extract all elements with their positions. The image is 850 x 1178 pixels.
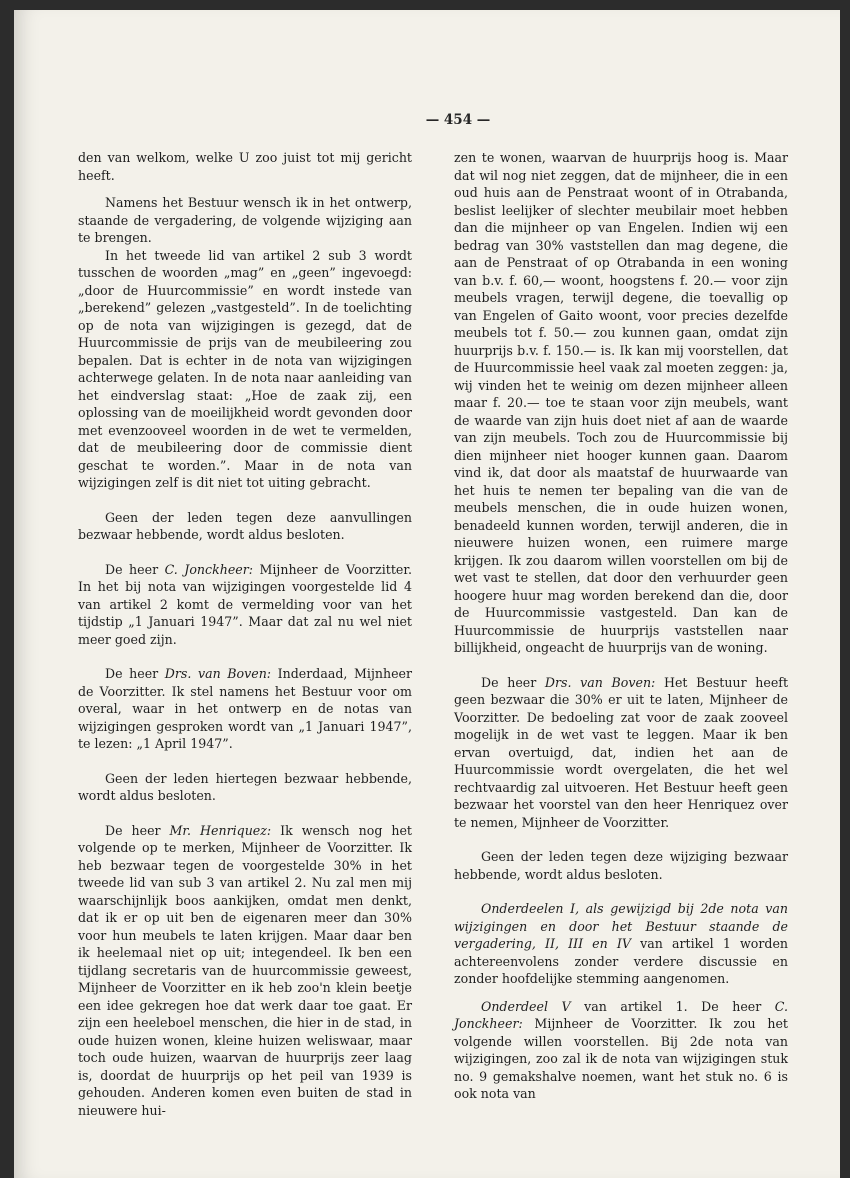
speaker-name: C. Jonckheer: [164, 561, 253, 577]
paragraph-text: Inderdaad, Mijnheer de Voorzitter. Ik stel namens het Bestuur voor om overal, waar in het ontwerp en de notas van wijzigingen gesproken wordt van „1 Januari 1947”, te lezen: „1 April 1947”. [78, 666, 412, 751]
paragraph-text: Ik wensch nog het volgende op te merken, Mijnheer de Voorzitter. Ik heb bezwaar tegen de voorgestelde 30% in het tweede lid van sub 3 van artikel 2. Nu zal men mij waarschijnlijk boos aankijken, omdat men denkt, dat ik er op uit ben de eigenaren meer dan 30% voor hun meubels te laten krijgen. Maar daar ben ik heelemaal niet op uit; integendeel. Ik ben een tijdlang secretaris van de huurcommissie geweest, Mijnheer de Voorzitter en ik heb zoo'n klein beetje een idee gekregen hoe dat werk daar toe gaat. Er zijn een heeleboel menschen, die hier in de stad, in oude huizen wonen, kleine huizen weliswaar, maar toch oude huizen, waarvan de huurprijs zeer laag is, doordat de huurprijs op het peil van 1939 is gehouden. Anderen komen even buiten de stad in nieuwere hui- [78, 822, 412, 1118]
speaker-name: Drs. van Boven: [164, 666, 272, 681]
page-number: — 454 — [425, 112, 491, 128]
paragraph: Geen der leden tegen deze aanvullingen bezwaar hebbende, wordt aldus besloten. [78, 509, 412, 542]
section-reference: Onderdeel V [481, 998, 571, 1014]
right-column [454, 149, 788, 1103]
paragraph-text: Het Bestuur heeft geen bezwaar die 30% er uit te laten, Mijnheer de Voorzitter. De bedoeling zat voor de zaak zooveel mogelijk in de wet vast te leggen. Maar ik ben ervan overtuigd, dat, indien het aan de Huurcommissie wordt overgelaten, die het wel rechtvaardig zal uitvoeren. Het Bestuur heeft geen bezwaar het voorstel van den heer Henriquez over te nemen, Mijnheer de Voorzitter. [454, 674, 788, 830]
paragraph-prefix: De heer [105, 822, 170, 838]
paragraph-text: Mijnheer de Voorzitter. Ik zou het volgende willen voorstellen. Bij 2de nota van wijzigingen, zoo zal ik de nota van wijzigingen stuk no. 9 gemakshalve noemen, want het stuk no. 6 is ook nota van [454, 1016, 788, 1101]
paragraph [454, 900, 788, 988]
paragraph: In het tweede lid van artikel 2 sub 3 wordt tusschen de woorden „mag” en „geen” ingevoegd: „door de Huurcommissie” en wordt instede van „berekend” gelezen „vastgesteld”. In de toelichting op de nota van wijzigingen is gezegd, dat de Huurcommissie de prijs van de meubileering zou bepalen. Dat is echter in de nota van wijzigingen achterwege gelaten. In de nota naar aanleiding van het eindverslag staat: „Hoe de zaak zij, een oplossing van de moeilijkheid wordt gevonden door met evenzooveel woorden in de wet te vermelden, dat de meubileering door de commissie dient geschat te worden.”. Maar in de nota van wijzigingen zelf is dit niet tot uiting gebracht. [78, 247, 412, 490]
document-page [14, 10, 840, 1178]
paragraph [78, 665, 412, 753]
left-column [78, 149, 412, 1119]
paragraph: den van welkom, welke U zoo juist tot mij gericht heeft. [78, 150, 412, 183]
paragraph [454, 998, 788, 1103]
paragraph: Geen der leden tegen deze wijziging bezwaar hebbende, wordt aldus besloten. [454, 849, 788, 882]
paragraph [78, 822, 412, 1120]
paragraph-text: Mijnheer de Voorzitter. In het bij nota van wijzigingen voorgestelde lid 4 van artikel 2 komt de vermelding voor van het tijdstip „1 Januari 1947”. Maar dat zal nu wel niet meer goed zijn. [78, 561, 412, 647]
speaker-name: Mr. Henriquez: [169, 822, 272, 838]
paragraph-text: van artikel 1 worden achtereenvolens zonder verdere discussie en zonder hoofdelijke stemming aangenomen. [454, 936, 789, 986]
paragraph-text: van artikel 1. De heer [570, 998, 775, 1014]
paragraph [454, 674, 788, 832]
paragraph-prefix: De heer [481, 674, 545, 690]
paragraph-prefix: De heer [105, 561, 165, 577]
paragraph: Geen der leden hiertegen bezwaar hebbende, wordt aldus besloten. [78, 770, 412, 803]
paragraph: Namens het Bestuur wensch ik in het ontwerp, staande de vergadering, de volgende wijziging aan te brengen. [78, 195, 412, 245]
speaker-name: C. Jonckheer: [454, 998, 788, 1031]
paragraph [78, 561, 412, 649]
section-reference: Onderdeelen I, als gewijzigd bij 2de nota van wijzigingen en door het Bestuur staande de vergadering, II, III en IV [454, 901, 788, 951]
paragraph-prefix: De heer [105, 666, 165, 681]
speaker-name: Drs. van Boven: [544, 674, 656, 690]
paragraph: zen te wonen, waarvan de huurprijs hoog is. Maar dat wil nog niet zeggen, dat de mijnheer, die in een oud huis aan de Penstraat woont of in Otrabanda, beslist leelijker of slechter meubilair moet hebben dan die mijnheer op van Engelen. Indien wij een bedrag van 30% vaststellen dan mag degene, die aan de Penstraat of op Otrabanda in een woning van b.v. f. 60,— woont, hoogstens f. 20.— voor zijn meubels vragen, terwijl degene, die toevallig op van Engelen of Gaito woont, voor precies dezelfde meubels tot f. 50.— zou kunnen gaan, omdat zijn huurprijs b.v. f. 150.— is. Ik kan mij voorstellen, dat de Huurcommissie heel vaak zal moeten zeggen: ja, wij vinden het te weinig om dezen mijnheer alleen maar f. 20.— toe te staan voor zijn meubels, want de waarde van zijn huis doet niet af aan de waarde van zijn meubels. Toch zou de Huurcommissie bij dien mijnheer niet hooger kunnen gaan. Daarom vind ik, dat door als maatstaf de huurwaarde van het huis te nemen ter bepaling van die van de meubels menschen, die in oude huizen wonen, benadeeld kunnen worden, terwijl anderen, die in nieuwere huizen wonen, een ruimere marge krijgen. Ik zou daarom willen voorstellen om bij de wet vast te stellen, dat door den verhuurder geen hoogere huur mag worden berekend dan die, door de Huurcommissie vastgesteld. Dan kan de Huurcommissie de huurprijs vaststellen naar billijkheid, ongeacht de huurprijs van de woning. [454, 150, 788, 655]
